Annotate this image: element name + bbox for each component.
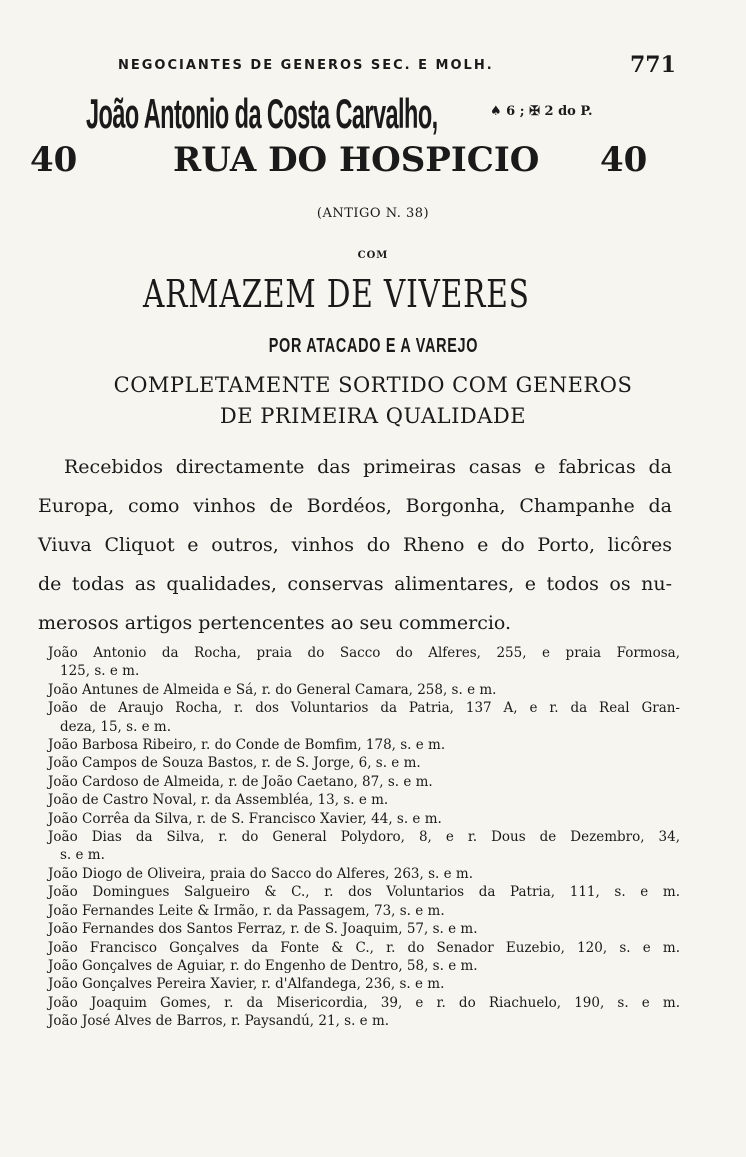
entry-line: João Dias da Silva, r. do General Polydoro, 8, e r. Dous de Dezembro, 34,	[48, 829, 680, 846]
entry-line: João Joaquim Gomes, r. da Misericordia, 39, e r. do Riachuelo, 190, s. e m.	[48, 994, 680, 1011]
street-number-right: 40	[600, 140, 648, 180]
paragraph-line: Europa, como vinhos de Bordéos, Borgonha, Champanhe da	[38, 495, 672, 517]
paragraph-line: de todas as qualidades, conservas alimentares, e todos os nu-	[38, 573, 672, 595]
entry-line: 125, s. e m.	[60, 663, 140, 680]
sales-mode	[0, 335, 746, 358]
former-number: (ANTIGO N. 38)	[316, 206, 430, 221]
street-name: RUA DO HOSPICIO	[173, 140, 540, 180]
list-item	[48, 699, 680, 736]
advert-paragraph	[38, 448, 672, 643]
entry-line: João Antunes de Almeida e Sá, r. do General Camara, 258, s. e m.	[48, 681, 497, 698]
paragraph-line: Recebidos directamente das primeiras casas e fabricas da	[64, 456, 672, 478]
assortment-line-2: DE PRIMEIRA QUALIDADE	[219, 404, 527, 428]
entry-line: João Campos de Souza Bastos, r. de S. Jorge, 6, s. e m.	[48, 755, 421, 772]
list-item	[48, 902, 680, 920]
list-item	[48, 810, 680, 828]
entry-line: João Francisco Gonçalves da Fonte & C., r. do Senador Euzebio, 120, s. e m.	[48, 939, 680, 956]
list-item	[48, 957, 680, 975]
page-number: 771	[630, 52, 676, 78]
connector-word: COM	[357, 250, 389, 261]
business-title	[143, 272, 603, 316]
merchant-list	[48, 644, 680, 1031]
entry-line: João Domingues Salgueiro & C., r. dos Voluntarios da Patria, 111, s. e m.	[48, 884, 680, 901]
entry-line: João Fernandes dos Santos Ferraz, r. de S. Joaquim, 57, s. e m.	[48, 921, 478, 938]
list-item	[48, 754, 680, 772]
entry-line: João Cardoso de Almeida, r. de João Caetano, 87, s. e m.	[48, 773, 433, 790]
list-item	[48, 644, 680, 681]
entry-line: João Gonçalves de Aguiar, r. do Engenho de Dentro, 58, s. e m.	[48, 957, 478, 974]
street-number-left: 40	[30, 140, 78, 180]
list-item	[48, 994, 680, 1012]
entry-line: João Diogo de Oliveira, praia do Sacco do Alferes, 263, s. e m.	[48, 865, 473, 882]
assortment-line-1: COMPLETAMENTE SORTIDO COM GENEROS	[113, 373, 633, 397]
business-title-text: ARMAZEM DE VIVERES	[143, 272, 530, 316]
entry-line: João Fernandes Leite & Irmão, r. da Passagem, 73, s. e m.	[48, 902, 445, 919]
running-head: NEGOCIANTES DE GENEROS SEC. E MOLH.	[118, 58, 494, 73]
entry-line: João Antonio da Rocha, praia do Sacco do Alferes, 255, e praia Formosa,	[48, 645, 680, 661]
entry-line: deza, 15, s. e m.	[60, 718, 172, 735]
list-item	[48, 920, 680, 938]
entry-line: João Gonçalves Pereira Xavier, r. d'Alfandega, 236, s. e m.	[48, 976, 445, 993]
paragraph-line: Viuva Cliquot e outros, vinhos do Rheno e do Porto, licôres	[38, 534, 672, 556]
list-item	[48, 939, 680, 957]
list-item	[48, 773, 680, 791]
entry-line: s. e m.	[60, 847, 105, 864]
sales-mode-text: POR ATACADO E A VAREJO	[268, 335, 478, 357]
entry-line: João Corrêa da Silva, r. de S. Francisco Xavier, 44, s. e m.	[48, 810, 442, 827]
merchant-name-text: João Antonio da Costa Carvalho,	[86, 90, 438, 137]
entry-line: João Barbosa Ribeiro, r. do Conde de Bomfim, 178, s. e m.	[48, 737, 446, 754]
entry-line: João de Castro Noval, r. da Assembléa, 13, s. e m.	[48, 792, 389, 809]
honours-marks: ♠ 6 ; ✠ 2 do P.	[490, 104, 593, 119]
paragraph-line: merosos artigos pertencentes ao seu commercio.	[38, 612, 512, 634]
entry-line: João José Alves de Barros, r. Paysandú, 21, s. e m.	[48, 1013, 390, 1030]
list-item	[48, 736, 680, 754]
list-item	[48, 791, 680, 809]
list-item	[48, 975, 680, 993]
entry-line: João de Araujo Rocha, r. dos Voluntarios da Patria, 137 A, e r. da Real Gran-	[48, 700, 680, 717]
assortment-block	[0, 370, 746, 432]
list-item	[48, 681, 680, 699]
list-item	[48, 865, 680, 883]
list-item	[48, 883, 680, 901]
list-item	[48, 828, 680, 865]
list-item	[48, 1012, 680, 1030]
